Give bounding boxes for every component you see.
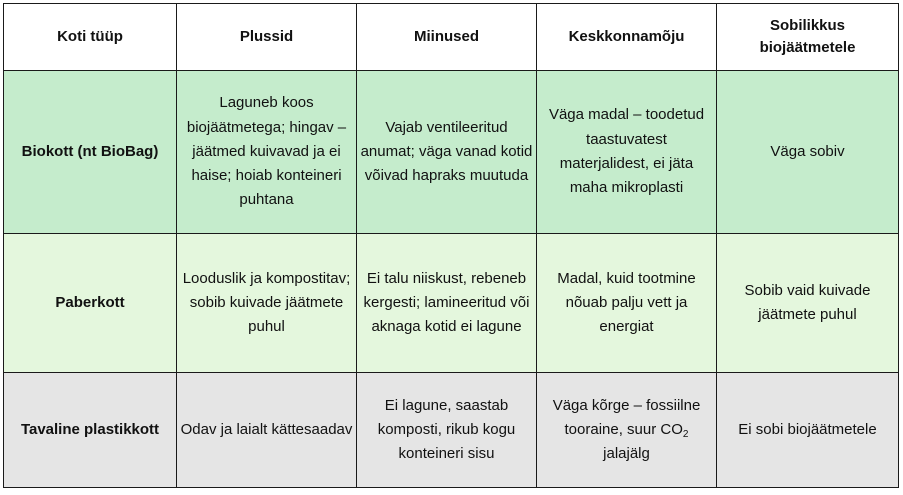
header-environmental-impact: Keskkonnamõju [537,4,717,71]
comparison-table [3,3,899,488]
table-row [4,373,899,488]
cell-pros: Looduslik ja kompostitav; sobib kuivade jäätmete puhul [177,234,357,373]
cell-suitability: Sobib vaid kuivade jäätmete puhul [717,234,899,373]
header-cons: Miinused [357,4,537,71]
cell-cons: Ei lagune, saastab komposti, rikub kogu konteineri sisu [357,373,537,488]
header-row [4,4,899,71]
row-label-plastic-bag: Tavaline plastikkott [4,373,177,488]
cell-cons: Vajab ventileeritud anumat; väga vanad kotid võivad hapraks muutuda [357,71,537,234]
impact-text: Väga kõrge – fossiilne tooraine, suur CO [552,396,701,438]
row-label-paper-bag: Paberkott [4,234,177,373]
header-bag-type: Koti tüüp [4,4,177,71]
cell-suitability: Väga sobiv [717,71,899,234]
cell-impact: Väga madal – toodetud taastuvatest materjalidest, ei jäta maha mikroplasti [537,71,717,234]
cell-suitability: Ei sobi biojäätmetele [717,373,899,488]
subscript-2: 2 [682,428,689,440]
cell-pros: Odav ja laialt kättesaadav [177,373,357,488]
table-row [4,71,899,234]
header-pros: Plussid [177,4,357,71]
impact-text-end: jalajälg [603,445,650,463]
cell-impact [537,373,717,488]
cell-impact: Madal, kuid tootmine nõuab palju vett ja energiat [537,234,717,373]
row-label-biobag: Biokott (nt BioBag) [4,71,177,234]
table-row [4,234,899,373]
cell-pros: Laguneb koos biojäätmetega; hingav – jäätmed kuivavad ja ei haise; hoiab konteineri puhtana [177,71,357,234]
cell-cons: Ei talu niiskust, rebeneb kergesti; lamineeritud või aknaga kotid ei lagune [357,234,537,373]
header-suitability: Sobilikkus biojäätmetele [717,4,899,71]
